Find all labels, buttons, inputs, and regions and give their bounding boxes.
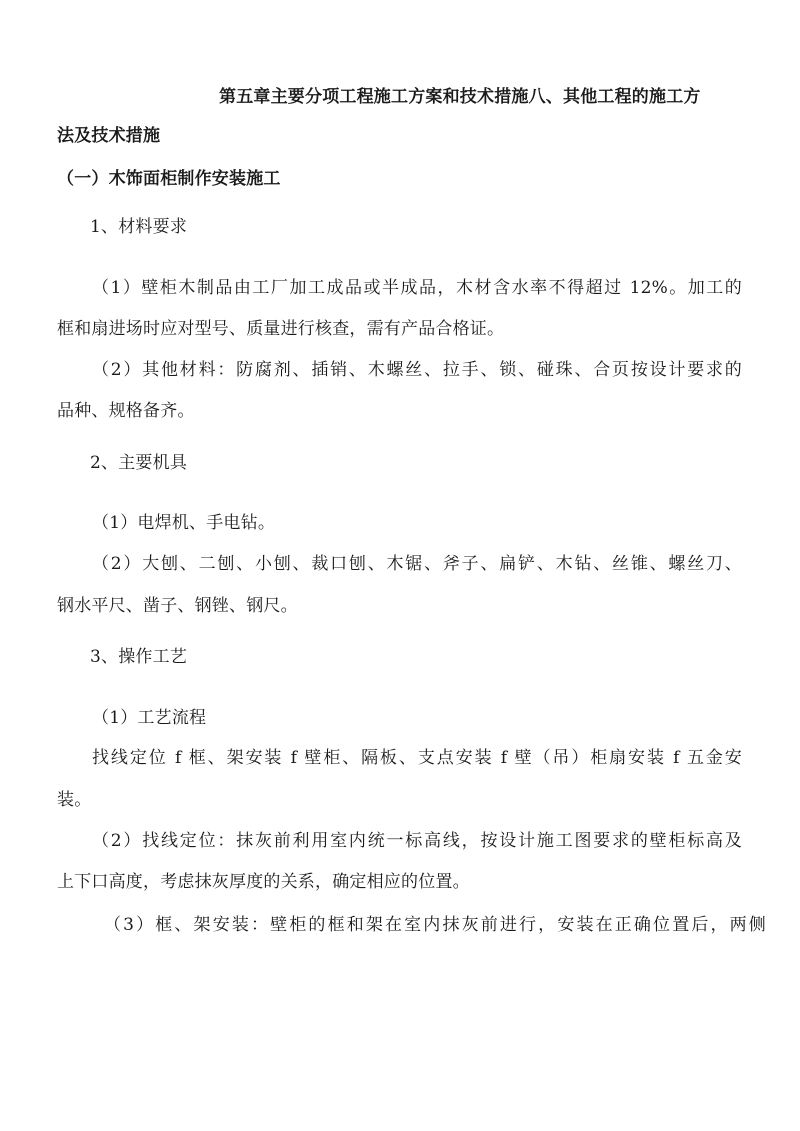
subheading-tools: 2、主要机具 (90, 453, 188, 473)
paragraph-7-line-2: 上下口高度，考虑抹灰厚度的关系，确定相应的位置。 (57, 872, 470, 892)
paragraph-3-line-1: （1）电焊机、手电钻。 (92, 513, 276, 533)
subheading-process: 3、操作工艺 (90, 647, 188, 667)
paragraph-2-line-1: （2）其他材料：防腐剂、插销、木螺丝、拉手、锁、碰珠、合页按设计要求的 (92, 360, 742, 380)
paragraph-4-line-1: （2）大刨、二刨、小刨、裁口刨、木锯、斧子、扁铲、木钻、丝锥、螺丝刀、 (92, 554, 742, 574)
paragraph-5-line-1: （1）工艺流程 (92, 708, 207, 728)
paragraph-1-line-2: 框和扇进场时应对型号、质量进行核查，需有产品合格证。 (57, 319, 505, 339)
chapter-title-line-1: 第五章主要分项工程施工方案和技术措施八、其他工程的施工方 (219, 87, 701, 107)
paragraph-4-line-2: 钢水平尺、凿子、钢锉、钢尺。 (57, 596, 298, 616)
paragraph-6-line-2: 装。 (57, 790, 92, 810)
paragraph-2-line-2: 品种、规格备齐。 (57, 401, 195, 421)
section-heading: （一）木饰面柜制作安装施工 (57, 169, 281, 189)
paragraph-7-line-1: （2）找线定位：抹灰前利用室内统一标高线，按设计施工图要求的壁柜标高及 (92, 831, 742, 851)
paragraph-1-line-1: （1）壁柜木制品由工厂加工成品或半成品，木材含水率不得超过 12%。加工的 (92, 278, 742, 298)
paragraph-6-line-1: 找线定位 f 框、架安装 f 壁柜、隔板、支点安装 f 壁（吊）柜扇安装 f 五金安 (92, 748, 743, 768)
chapter-title-line-2: 法及技术措施 (57, 126, 161, 146)
paragraph-8-line-1: （3）框、架安装：壁柜的框和架在室内抹灰前进行，安装在正确位置后，两侧 (104, 915, 766, 935)
subheading-materials: 1、材料要求 (90, 217, 188, 237)
